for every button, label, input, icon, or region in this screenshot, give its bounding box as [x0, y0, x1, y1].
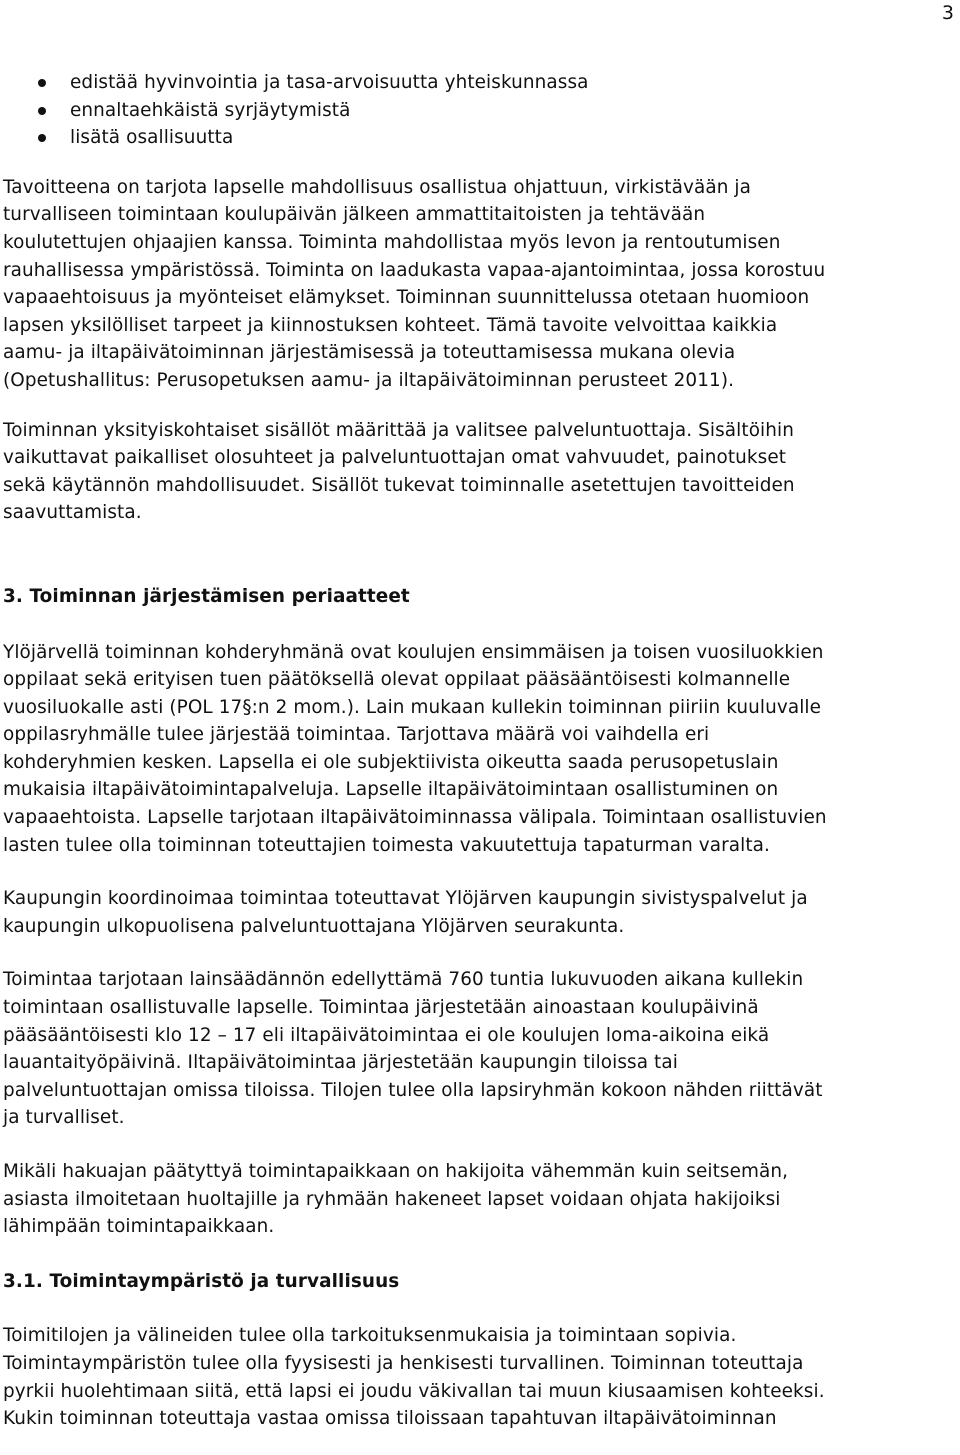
text-line: Toimintaa tarjotaan lainsäädännön edellyttämä 760 tuntia lukuvuoden aikana kullekin: [3, 969, 804, 991]
text-line: ja turvalliset.: [3, 1107, 125, 1129]
text-line: lähimpään toimintapaikkaan.: [3, 1216, 275, 1238]
paragraph-target-group: [3, 639, 958, 860]
text-line: sekä käytännön mahdollisuudet. Sisällöt tukevat toiminnalle asetettujen tavoitteiden: [3, 474, 795, 496]
text-line: oppilasryhmälle tulee järjestää toimintaa. Tarjottava määrä voi vaihdella eri: [3, 724, 710, 746]
text-line: vapaaehtoista. Lapselle tarjotaan iltapäivätoiminnassa välipala. Toimintaan osallistuvien: [3, 807, 827, 829]
text-line: lauantaityöpäivinä. Iltapäivätoimintaa järjestetään kaupungin tiloissa tai: [3, 1052, 678, 1074]
text-line: kohderyhmien kesken. Lapsella ei ole subjektiivista oikeutta saada perusopetuslain: [3, 751, 779, 773]
bullet-item: edistää hyvinvointia ja tasa-arvoisuutta yhteiskunnassa: [3, 69, 958, 97]
text-line: pyrkii huolehtimaan siitä, että lapsi ei joudu väkivallan tai muun kiusaamisen kohteeksi.: [3, 1380, 825, 1402]
text-line: (Opetushallitus: Perusopetuksen aamu- ja iltapäivätoiminnan perusteet 2011).: [3, 369, 735, 391]
text-line: Ylöjärvellä toiminnan kohderyhmänä ovat koulujen ensimmäisen ja toisen vuosiluokkien: [3, 641, 824, 663]
paragraph-safety: [3, 1322, 958, 1432]
text-line: Toimintaympäristön tulee olla fyysisesti ja henkisesti turvallinen. Toiminnan toteuttaja: [3, 1352, 804, 1374]
paragraph-coordination: [3, 885, 958, 940]
text-line: kaupungin ulkopuolisena palveluntuottajana Ylöjärven seurakunta.: [3, 915, 625, 937]
text-line: vapaaehtoisuus ja myönteiset elämykset. Toiminnan suunnittelussa otetaan huomioon: [3, 287, 810, 309]
goals-bullet-list: [3, 69, 958, 152]
text-line: toimintaan osallistuvalle lapselle. Toimintaa järjestetään ainoastaan koulupäivinä: [3, 997, 759, 1019]
text-line: koulutettujen ohjaajien kanssa. Toiminta mahdollistaa myös levon ja rentoutumisen: [3, 231, 781, 253]
paragraph-contents: [3, 417, 958, 527]
text-line: palveluntuottajan omissa tiloissa. Tilojen tulee olla lapsiryhmän kokoon nähden riittävät: [3, 1079, 823, 1101]
text-line: Mikäli hakuajan päätyttyä toimintapaikkaan on hakijoita vähemmän kuin seitsemän,: [3, 1161, 789, 1182]
text-line: Toimitilojen ja välineiden tulee olla tarkoituksenmukaisia ja toimintaan sopivia.: [3, 1325, 737, 1347]
paragraph-schedule: [3, 966, 958, 1132]
text-line: Toiminnan yksityiskohtaiset sisällöt määrittää ja valitsee palveluntuottaja. Sisältöihin: [3, 419, 794, 441]
paragraph-goals: [3, 174, 958, 395]
text-line: mukaisia iltapäivätoimintapalveluja. Lapselle iltapäivätoimintaan osallistuminen on: [3, 779, 779, 801]
text-line: rauhallisessa ympäristössä. Toiminta on laadukasta vapaa-ajantoimintaa, jossa korostuu: [3, 259, 826, 281]
text-line: vaikuttavat paikalliset olosuhteet ja palveluntuottajan omat vahvuudet, painotukset: [3, 447, 787, 469]
page-number: 3: [941, 2, 954, 24]
text-line: Kaupungin koordinoimaa toimintaa toteuttavat Ylöjärven kaupungin sivistyspalvelut ja: [3, 888, 808, 910]
text-line: Kukin toiminnan toteuttaja vastaa omissa tiloissaan tapahtuvan iltapäivätoiminnan: [3, 1408, 777, 1430]
section-heading-3: 3. Toiminnan järjestämisen periaatteet: [3, 585, 410, 607]
text-line: asiasta ilmoitetaan huoltajille ja ryhmään hakeneet lapset voidaan ohjata hakijoiksi: [3, 1188, 781, 1210]
text-line: pääsääntöisesti klo 12 – 17 eli iltapäivätoimintaa ei ole koulujen loma-aikoina eikä: [3, 1024, 770, 1046]
text-line: lapsen yksilölliset tarpeet ja kiinnostuksen kohteet. Tämä tavoite velvoittaa kaikkia: [3, 314, 778, 336]
text-line: saavuttamista.: [3, 502, 142, 524]
text-line: Tavoitteena on tarjota lapselle mahdollisuus osallistua ohjattuun, virkistävään ja: [3, 176, 751, 198]
paragraph-applicants: [3, 1158, 958, 1241]
bullet-item: lisätä osallisuutta: [3, 124, 958, 152]
text-line: oppilaat sekä erityisen tuen päätöksellä olevat oppilaat pääsääntöisesti kolmannelle: [3, 669, 791, 691]
document-body: [3, 69, 958, 1433]
bullet-item: ennaltaehkäistä syrjäytymistä: [3, 97, 958, 125]
text-line: vuosiluokalle asti (POL 17§:n 2 mom.). Lain mukaan kullekin toiminnan piiriin kuuluvalle: [3, 696, 822, 718]
section-heading-3-1: 3.1. Toimintaympäristö ja turvallisuus: [3, 1270, 400, 1292]
text-line: lasten tulee olla toiminnan toteuttajien toimesta vakuutettuja tapaturman varalta.: [3, 834, 770, 856]
text-line: turvalliseen toimintaan koulupäivän jälkeen ammattitaitoisten ja tehtävään: [3, 204, 706, 226]
text-line: aamu- ja iltapäivätoiminnan järjestämisessä ja toteuttamisessa mukana olevia: [3, 342, 736, 364]
